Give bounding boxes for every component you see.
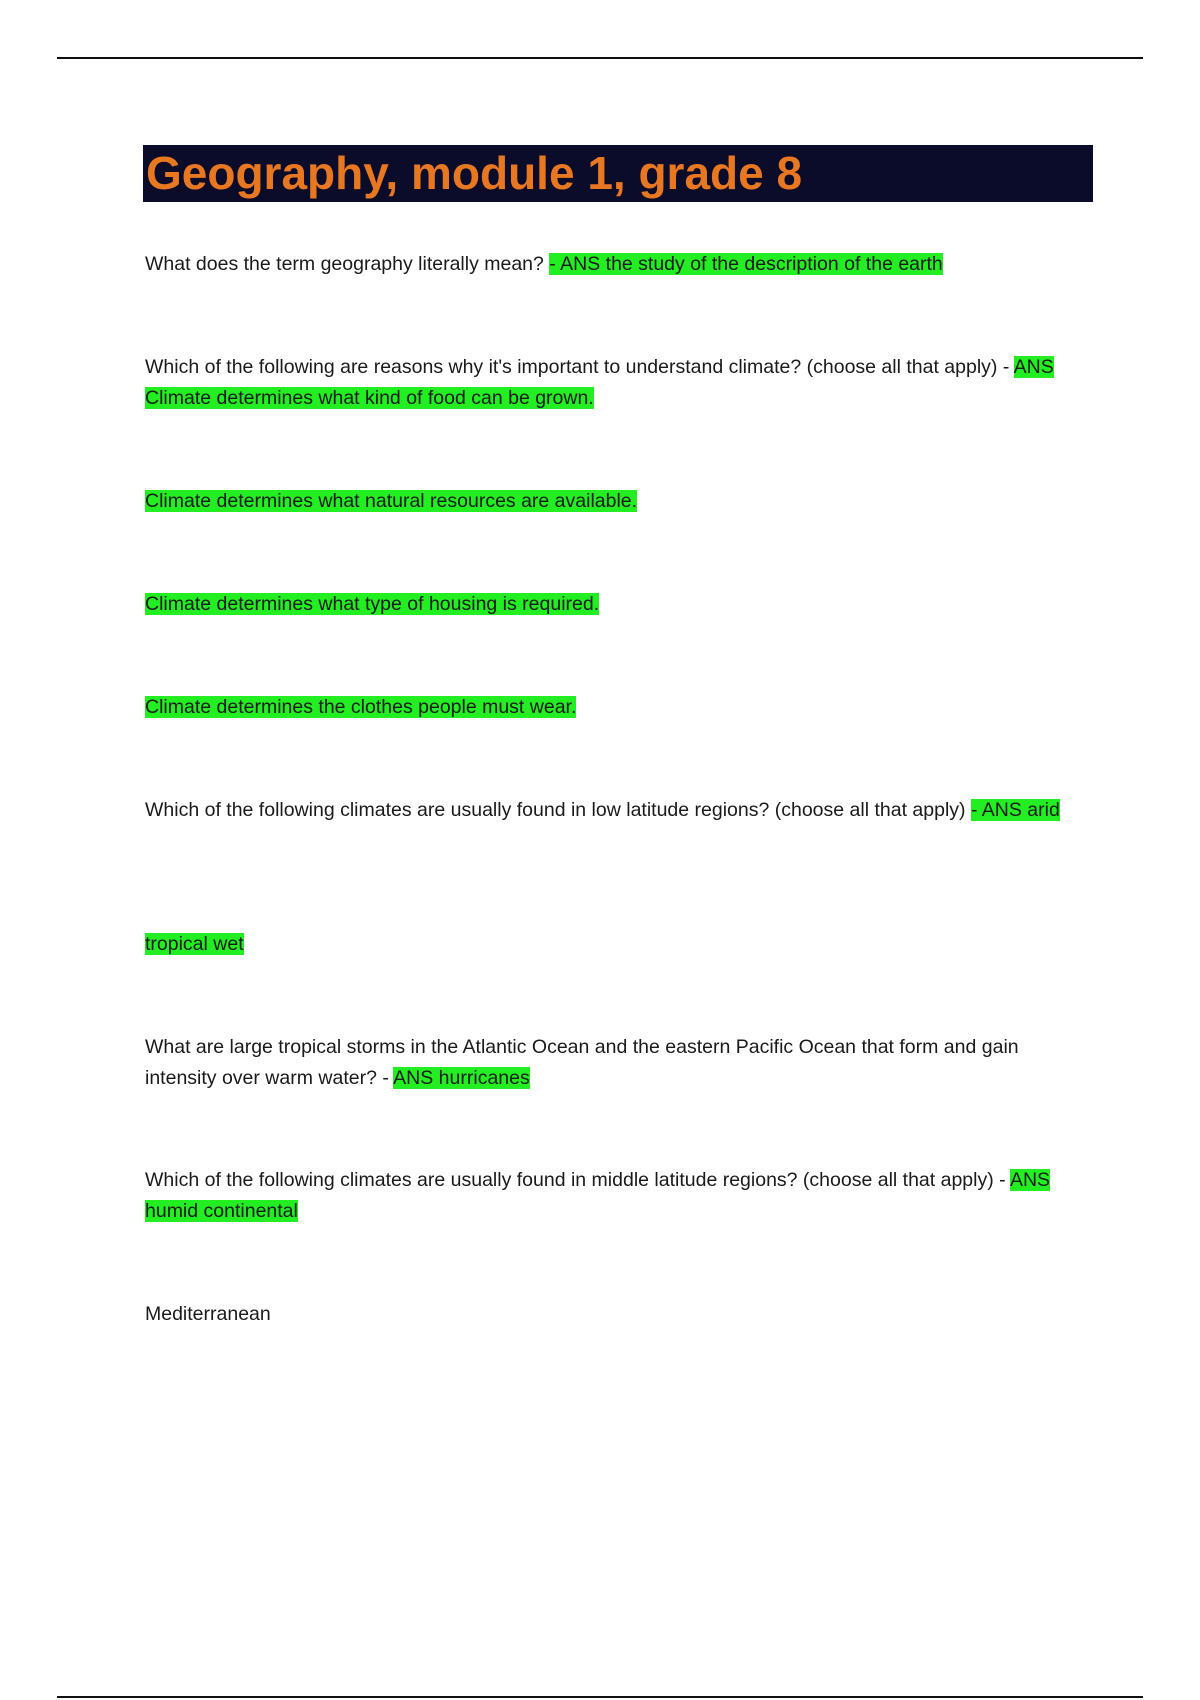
- answer-highlight: ANS hurricanes: [393, 1067, 530, 1089]
- question-low-latitude: [145, 795, 1075, 826]
- answer-highlight: ANS humid continental: [145, 1169, 1051, 1222]
- question-text: What does the term geography literally mean?: [145, 253, 550, 275]
- document-title: Geography, module 1, grade 8: [146, 147, 803, 199]
- answer-mediterranean: [145, 1299, 1075, 1330]
- answer-highlight: - ANS arid: [970, 799, 1060, 821]
- answer-highlight: ANS Climate determines what kind of food can be grown.: [145, 356, 1054, 409]
- answer-text: Mediterranean: [145, 1303, 271, 1325]
- question-text: Which of the following climates are usually found in low latitude regions? (choose all that apply): [145, 799, 971, 821]
- bottom-rule: [57, 1696, 1143, 1698]
- question-text: What are large tropical storms in the Atlantic Ocean and the eastern Pacific Ocean that form and gain intensity over warm water? -: [145, 1036, 1019, 1089]
- answer-natural-resources: [145, 486, 1075, 517]
- question-climate-reasons: [145, 352, 1075, 414]
- question-geography-meaning: [145, 249, 1075, 280]
- answer-highlight: Climate determines the clothes people must wear.: [145, 696, 577, 718]
- answer-tropical-wet: [145, 929, 1075, 960]
- question-middle-latitude: [145, 1165, 1075, 1227]
- answer-highlight: Climate determines what type of housing is required.: [145, 593, 600, 615]
- question-text: Which of the following climates are usually found in middle latitude regions? (choose all that apply) -: [145, 1169, 1010, 1191]
- question-tropical-storms: [145, 1032, 1075, 1094]
- question-text: Which of the following are reasons why it's important to understand climate? (choose all that apply) -: [145, 356, 1014, 378]
- answer-highlight: Climate determines what natural resources are available.: [145, 490, 638, 512]
- title-banner: [143, 145, 1093, 202]
- answer-housing: [145, 589, 1075, 620]
- top-rule: [57, 57, 1143, 59]
- answer-clothes: [145, 692, 1075, 723]
- answer-highlight: - ANS the study of the description of the earth: [549, 253, 943, 275]
- answer-highlight: tropical wet: [145, 933, 244, 955]
